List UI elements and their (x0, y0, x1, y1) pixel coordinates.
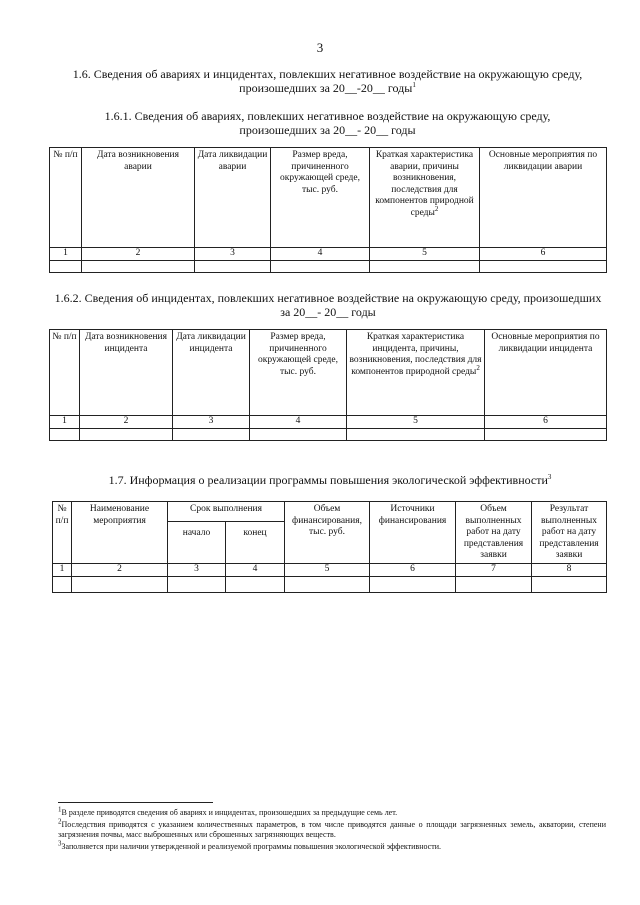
header-cell: Основные мероприятия по ликвидации аварии (480, 148, 607, 248)
section-1-6-1-title-line1: 1.6.1. Сведения об авариях, повлекших негативное воздействие на окружающую среду, (104, 109, 551, 123)
footnote-ref-2: 2 (476, 363, 480, 372)
header-cell: № п/п (50, 330, 80, 416)
empty-cell[interactable] (285, 576, 370, 592)
column-number: 7 (456, 564, 532, 577)
header-cell: Дата ликвидации аварии (195, 148, 271, 248)
header-cell (370, 148, 480, 248)
table-header-row (50, 330, 607, 416)
footnote-text: В разделе приводятся сведения об авариях и инцидентах, произошедших за предыдущие семь лет. (61, 808, 398, 817)
section-1-6-1-title (50, 109, 605, 137)
column-number: 6 (370, 564, 456, 577)
footnote-divider (58, 802, 213, 803)
empty-cell[interactable] (50, 260, 82, 272)
table-header-row (53, 502, 607, 522)
header-cell: Дата возникновения аварии (82, 148, 195, 248)
column-number: 1 (50, 248, 82, 261)
table-numbering-row (50, 248, 607, 261)
empty-cell[interactable] (250, 428, 347, 440)
empty-cell[interactable] (50, 428, 80, 440)
header-cell (347, 330, 485, 416)
section-1-6-1-title-line2: произошедших за 20__- 20__ годы (239, 123, 416, 137)
section-1-6-2-title (44, 291, 612, 319)
section-1-7-title (80, 473, 580, 487)
header-cell: Наименование мероприятия (72, 502, 168, 564)
section-1-6-2-title-line1: 1.6.2. Сведения об инцидентах, повлекших негативное воздействие на окружающую среду, произошедших (54, 291, 602, 305)
column-number: 6 (480, 248, 607, 261)
empty-cell[interactable] (80, 428, 173, 440)
empty-cell[interactable] (168, 576, 226, 592)
column-number: 2 (72, 564, 168, 577)
header-cell: конец (226, 522, 285, 564)
page-number: 3 (316, 40, 324, 55)
empty-cell[interactable] (72, 576, 168, 592)
table-empty-row (53, 576, 607, 592)
column-number: 5 (347, 416, 485, 429)
footnote-text: Заполняется при наличии утвержденной и реализуемой программы повышения экологической эффективности. (61, 842, 442, 851)
section-1-7-title-text: 1.7. Информация о реализации программы повышения экологической эффективности (108, 473, 548, 487)
empty-cell[interactable] (173, 428, 250, 440)
section-1-6-title-line2: произошедших за 20__-20__ годы (239, 81, 413, 95)
header-cell: Основные мероприятия по ликвидации инцидента (485, 330, 607, 416)
footnote-mark: 1 (58, 805, 62, 814)
header-cell-text: Краткая характеристика аварии, причины возникновения, последствия для компонентов природной среды (375, 150, 474, 218)
footnote-mark: 2 (58, 817, 62, 826)
column-number: 4 (250, 416, 347, 429)
empty-cell[interactable] (370, 576, 456, 592)
header-cell: Дата ликвидации инцидента (173, 330, 250, 416)
section-1-6-2-title-line2: за 20__- 20__ годы (280, 305, 376, 319)
empty-cell[interactable] (456, 576, 532, 592)
footnote-1 (58, 805, 606, 818)
header-cell-text: Краткая характеристика инцидента, причины, возникновения, последствия для компонентов природной среды (349, 332, 482, 377)
column-number: 2 (82, 248, 195, 261)
footnote-ref-3: 3 (547, 473, 552, 481)
empty-cell[interactable] (370, 260, 480, 272)
header-cell: № п/п (53, 502, 72, 564)
column-number: 6 (485, 416, 607, 429)
empty-cell[interactable] (485, 428, 607, 440)
column-number: 3 (173, 416, 250, 429)
footnote-3 (58, 839, 606, 852)
column-number: 3 (168, 564, 226, 577)
header-cell: Объем финансирования, тыс. руб. (285, 502, 370, 564)
empty-cell[interactable] (53, 576, 72, 592)
column-number: 1 (53, 564, 72, 577)
section-1-6-title-line1: 1.6. Сведения об авариях и инцидентах, повлекших негативное воздействие на окружающую среду, (72, 67, 583, 81)
table-numbering-row (50, 416, 607, 429)
footnote-mark: 3 (58, 839, 62, 848)
footnote-text: Последствия приводятся с указанием количественных параметров, в том числе приводятся данные о площади загрязненных земель, акватории, степени загрязнения почвы, масс выброшенных или сброшенных загрязняющих веществ. (58, 820, 606, 839)
footnote-ref-2: 2 (434, 204, 439, 213)
column-number: 8 (532, 564, 607, 577)
empty-cell[interactable] (226, 576, 285, 592)
column-number: 4 (226, 564, 285, 577)
header-cell: начало (168, 522, 226, 564)
header-cell: Размер вреда, причиненного окружающей среде, тыс. руб. (271, 148, 370, 248)
empty-cell[interactable] (347, 428, 485, 440)
header-cell: Срок выполнения (168, 502, 285, 522)
column-number: 5 (370, 248, 480, 261)
footnote-2 (58, 817, 606, 840)
column-number: 4 (271, 248, 370, 261)
header-cell: Размер вреда, причиненного окружающей среде, тыс. руб. (250, 330, 347, 416)
table-numbering-row (53, 564, 607, 577)
header-cell: № п/п (50, 148, 82, 248)
empty-cell[interactable] (480, 260, 607, 272)
empty-cell[interactable] (271, 260, 370, 272)
column-number: 1 (50, 416, 80, 429)
empty-cell[interactable] (82, 260, 195, 272)
table-header-row (50, 148, 607, 248)
accidents-table (49, 147, 607, 273)
header-cell: Дата возникновения инцидента (80, 330, 173, 416)
footnote-ref-1: 1 (412, 81, 416, 89)
section-1-6-title (50, 67, 605, 95)
column-number: 3 (195, 248, 271, 261)
empty-cell[interactable] (195, 260, 271, 272)
table-empty-row (50, 428, 607, 440)
header-cell: Источники финансирования (370, 502, 456, 564)
column-number: 5 (285, 564, 370, 577)
table-empty-row (50, 260, 607, 272)
column-number: 2 (80, 416, 173, 429)
empty-cell[interactable] (532, 576, 607, 592)
header-cell: Объем выполненных работ на дату представления заявки (456, 502, 532, 564)
incidents-table (49, 329, 607, 441)
header-cell: Результат выполненных работ на дату представления заявки (532, 502, 607, 564)
ecological-program-table (52, 501, 607, 593)
